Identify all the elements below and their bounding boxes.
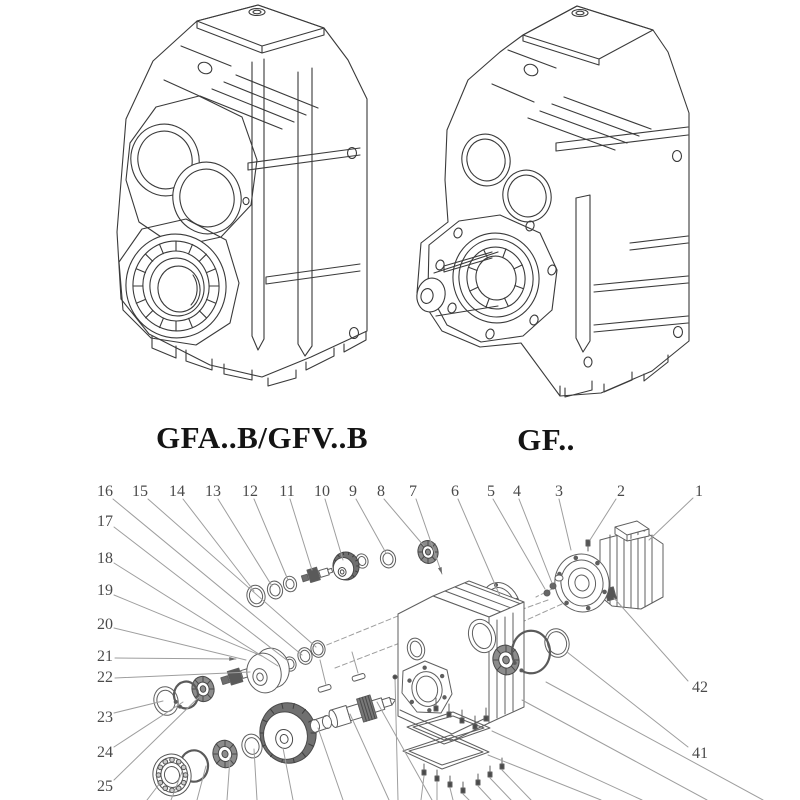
helical-gear — [254, 698, 321, 769]
callout-number-6: 6 — [451, 483, 459, 500]
tie-rod-front — [252, 59, 264, 350]
callout-1 — [649, 483, 703, 540]
callout-23 — [97, 701, 163, 726]
washer-ring — [379, 548, 398, 569]
bottom-gasket-lower — [403, 735, 489, 769]
washer-ring — [282, 575, 298, 593]
side-rails — [594, 236, 688, 332]
shaft-key-2 — [352, 652, 366, 682]
callout-number-42: 42 — [692, 679, 708, 696]
callout-number-10: 10 — [314, 483, 330, 500]
callout-number-11: 11 — [279, 483, 295, 500]
callout-number-19: 19 — [97, 582, 113, 599]
oil-plug-inner — [253, 10, 261, 14]
callout-number-24: 24 — [97, 744, 113, 761]
gusset-edges — [164, 46, 231, 99]
callout-15 — [132, 483, 316, 647]
callout-19 — [97, 582, 262, 656]
oil-plug-inner — [576, 11, 584, 15]
band-bolt-hole-bottom — [674, 327, 683, 338]
top-ribs — [200, 75, 318, 129]
gearbox-drawing-hollow-shaft — [117, 5, 367, 386]
washer-ring — [542, 626, 572, 660]
callout-number-4: 4 — [513, 483, 521, 500]
cross-band-upper — [248, 148, 360, 170]
model-label-standard: GF.. — [517, 422, 575, 457]
cross-band-lower — [266, 264, 360, 284]
ball-bearing — [210, 738, 240, 771]
tie-rod — [576, 195, 590, 352]
rod-bolt-hole — [584, 357, 592, 367]
callout-number-18: 18 — [97, 550, 113, 567]
gearbox-drawing-solid-shaft — [414, 6, 689, 397]
washer-ring — [266, 579, 285, 600]
callout-42 — [614, 598, 708, 696]
oil-plug — [572, 10, 588, 17]
callout-number-1: 1 — [695, 483, 703, 500]
input-pinion-small — [300, 563, 333, 584]
callout-number-9: 9 — [349, 483, 357, 500]
callout-number-3: 3 — [555, 483, 563, 500]
band-bolt-hole-top — [673, 151, 682, 162]
callout-number-13: 13 — [205, 483, 221, 500]
intermediate-gear-disc — [243, 644, 294, 696]
electric-motor — [544, 521, 663, 617]
callout-16 — [97, 483, 302, 655]
callout-21 — [97, 648, 236, 665]
roller-bearing — [149, 751, 195, 800]
top-mounting-plate — [523, 6, 653, 65]
callout-41 — [567, 652, 708, 762]
callout-11 — [279, 483, 312, 570]
ball-bearing — [189, 674, 216, 704]
callout-number-2: 2 — [617, 483, 625, 500]
vent-bolt-dot — [393, 675, 397, 679]
model-label-foot-flange: GFA..B/GFV..B — [155, 420, 369, 455]
callout-number-14: 14 — [169, 483, 185, 500]
callout-number-15: 15 — [132, 483, 148, 500]
gusset-hole — [522, 62, 539, 77]
hollow-shaft-bearing — [118, 226, 235, 346]
gusset-edges — [492, 50, 556, 102]
helical-gear — [330, 550, 361, 583]
callout-number-5: 5 — [487, 483, 495, 500]
callout-number-17: 17 — [97, 513, 113, 530]
oil-plug — [249, 9, 265, 16]
shaft-key-1 — [318, 660, 332, 693]
callout-number-23: 23 — [97, 709, 113, 726]
motor-mount-bolt — [586, 540, 590, 551]
housing-silhouette — [417, 6, 689, 396]
gasket-bolts — [422, 758, 504, 793]
callout-number-41: 41 — [692, 745, 708, 762]
shaft-and-bearing-parts — [149, 538, 572, 799]
callout-3 — [555, 483, 571, 550]
callout-number-25: 25 — [97, 778, 113, 795]
callout-number-16: 16 — [97, 483, 113, 500]
callout-number-8: 8 — [377, 483, 385, 500]
mounting-feet — [560, 355, 668, 397]
ball-bearing — [416, 538, 441, 565]
small-bolt-hole — [243, 197, 249, 204]
gusset-hole — [196, 60, 213, 75]
callout-number-7: 7 — [409, 483, 417, 500]
callout-number-22: 22 — [97, 669, 113, 686]
callout-number-12: 12 — [242, 483, 258, 500]
exploded-parts-diagram — [97, 483, 763, 800]
callout-number-20: 20 — [97, 616, 113, 633]
input-shaft — [326, 688, 399, 731]
mounting-feet — [152, 332, 366, 386]
cross-band — [556, 127, 688, 151]
shaft-spacer — [309, 715, 332, 733]
callout-18 — [97, 550, 278, 666]
callout-20 — [97, 616, 246, 660]
output-bearing — [446, 226, 546, 330]
tie-rod-rear — [298, 68, 312, 356]
callout-number-21: 21 — [97, 648, 113, 665]
callout-10 — [314, 483, 343, 560]
